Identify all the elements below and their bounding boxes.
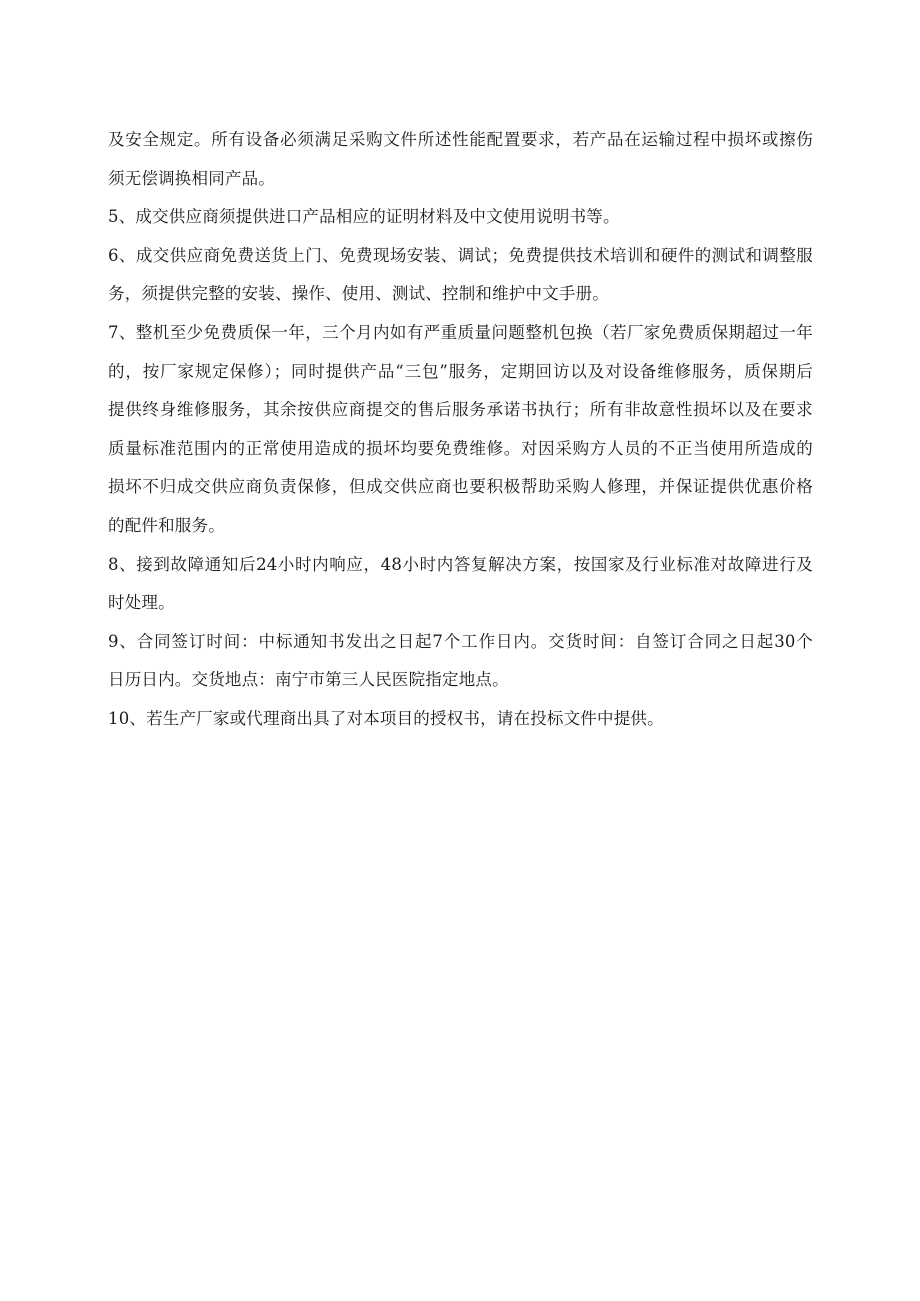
text-line: 9、合同签订时间：中标通知书发出之日起7个工作日内。交货时间：自签订合同之日起30个 [108, 631, 813, 651]
text-line: 日历日内。交货地点：南宁市第三人民医院指定地点。 [108, 670, 509, 690]
text-line: 7、整机至少免费质保一年，三个月内如有严重质量问题整机包换（若厂家免费质保期超过一年 [108, 322, 813, 342]
text-line: 6、成交供应商免费送货上门、免费现场安装、调试；免费提供技术培训和硬件的测试和调整服 [108, 245, 813, 265]
text-line: 须无偿调换相同产品。 [108, 168, 275, 188]
text-line: 损坏不归成交供应商负责保修，但成交供应商也要积极帮助采购人修理，并保证提供优惠价格 [108, 477, 813, 497]
text-line: 质量标准范围内的正常使用造成的损坏均要免费维修。对因采购方人员的不正当使用所造成的 [108, 438, 813, 458]
text-line: 8、接到故障通知后24小时内响应，48小时内答复解决方案，按国家及行业标准对故障进行及 [108, 554, 813, 574]
text-line: 的配件和服务。 [108, 515, 225, 535]
text-line: 时处理。 [108, 593, 175, 613]
text-line: 10、若生产厂家或代理商出具了对本项目的授权书，请在投标文件中提供。 [108, 708, 664, 728]
text-line: 及安全规定。所有设备必须满足采购文件所述性能配置要求，若产品在运输过程中损坏或擦伤 [108, 130, 813, 149]
document-body [108, 121, 813, 739]
text-line: 务，须提供完整的安装、操作、使用、测试、控制和维护中文手册。 [108, 284, 609, 304]
text-line: 的，按厂家规定保修）；同时提供产品“三包”服务，定期回访以及对设备维修服务，质保期后 [108, 361, 813, 381]
text-line: 5、成交供应商须提供进口产品相应的证明材料及中文使用说明书等。 [108, 207, 620, 227]
text-line: 提供终身维修服务，其余按供应商提交的售后服务承诺书执行；所有非故意性损坏以及在要求 [108, 400, 813, 420]
